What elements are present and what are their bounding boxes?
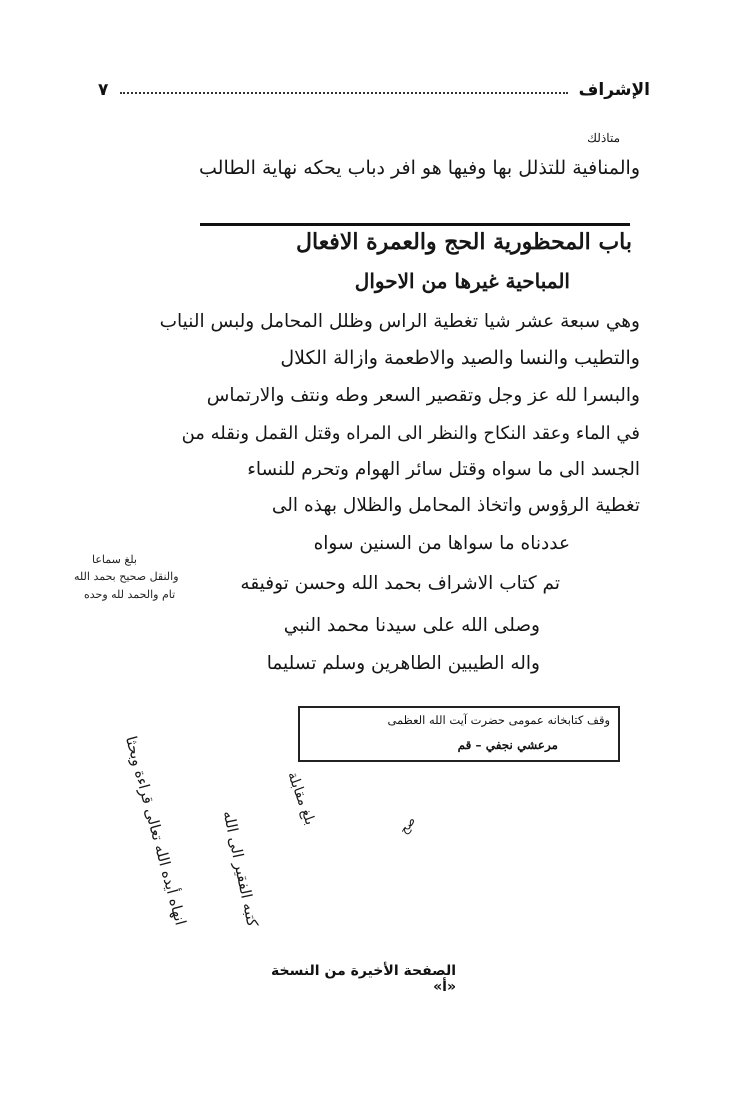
- manuscript-page: [120, 125, 640, 685]
- chapter-subheading: المباحية غيرها من الاحوال: [354, 269, 570, 293]
- stamp-line-2: مرعشي نجفي – قم: [457, 738, 558, 752]
- vertical-note-4: صح: [396, 813, 419, 837]
- manuscript-line-9: تغطية الرؤوس واتخاذ المحامل والظلال بهذه الى: [271, 495, 640, 516]
- stamp-line-1: وقف كتابخانه عمومى حضرت آيت الله العظمى: [387, 713, 610, 727]
- manuscript-line-1: والمنافية للتذلل بها وفيها هو افر دباب يحكه نهاية الطالب: [199, 157, 640, 179]
- page-header: [98, 80, 650, 108]
- library-stamp: [298, 706, 620, 762]
- manuscript-line-4: وهي سبعة عشر شيا تغطية الراس وظلل المحامل ولبس النياب: [159, 311, 640, 332]
- figure-caption: الصفحة الأخيرة من النسخة «أ»: [271, 963, 456, 995]
- manuscript-line-5: والتطيب والنسا والصيد والاطعمة وازالة الكلال: [280, 347, 640, 369]
- running-title: الإشراف: [578, 80, 650, 100]
- left-margin-note-2: والنقل صحيح بحمد الله: [74, 570, 179, 583]
- vertical-note-2: كتبه الفقير الى الله: [219, 809, 262, 929]
- colophon-line-1: تم كتاب الاشراف بحمد الله وحسن توفيقه: [240, 573, 560, 594]
- left-margin-note-3: تام والحمد لله وحده: [84, 588, 176, 601]
- manuscript-line-8: الجسد الى ما سواه وقتل سائر الهوام وتحرم للنساء: [247, 459, 640, 480]
- title-underline: [200, 223, 630, 226]
- manuscript-line-10: عددناه ما سواها من السنين سواه: [313, 533, 570, 554]
- colophon-line-3: واله الطيبين الطاهرين وسلم تسليما: [266, 653, 540, 674]
- manuscript-line-7: في الماء وعقد النكاح والنظر الى المراه وقتل القمل ونقله من: [181, 423, 640, 444]
- marginal-top-note: متاذلك: [587, 131, 620, 145]
- leader-dots: [120, 92, 568, 94]
- vertical-note-3: بلغ مقابلة: [284, 769, 319, 828]
- vertical-note-1: انهاه أيده الله تعالى قراءة وبحثا: [121, 734, 190, 928]
- page-number: ٧: [98, 80, 109, 100]
- chapter-heading: باب المحظورية الحج والعمرة الافعال: [296, 229, 632, 255]
- left-margin-note-1: بلغ سماعا: [92, 553, 137, 566]
- colophon-line-2: وصلى الله على سيدنا محمد النبي: [283, 615, 540, 636]
- manuscript-line-6: والبسرا لله عز وجل وتقصير السعر وطه ونتف والارتماس: [206, 385, 640, 406]
